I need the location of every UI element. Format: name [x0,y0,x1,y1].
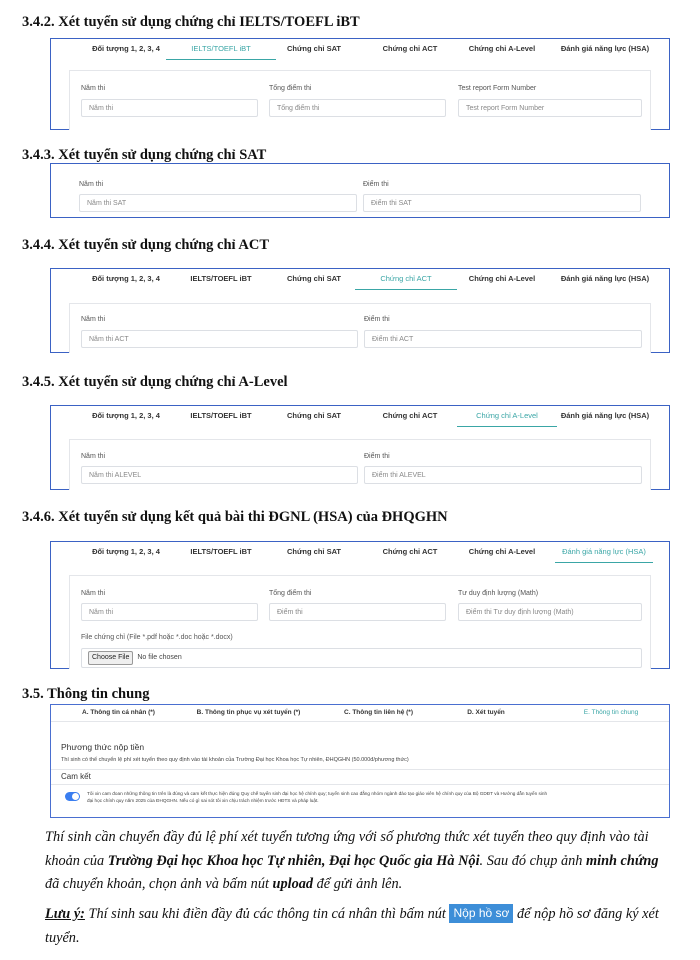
field-label: Năm thi [81,590,106,597]
note-paragraph [45,903,665,950]
sat-year-input[interactable]: Năm thi SAT [79,194,357,212]
step-admission[interactable]: D. Xét tuyển [467,709,505,716]
sat-score-input[interactable]: Điểm thi SAT [363,194,641,212]
field-label: Điểm thi [363,181,389,188]
form-box [69,303,651,353]
tab-hsa[interactable]: Đánh giá năng lực (HSA) [555,542,653,563]
step-admission-info[interactable]: B. Thông tin phục vụ xét tuyển (*) [196,709,301,716]
note-label: Lưu ý: [45,906,85,922]
tab-sat[interactable]: Chứng chỉ SAT [286,274,342,283]
section-heading-general-info: 3.5. Thông tin chung [22,686,150,702]
section-heading-hsa: 3.4.6. Xét tuyển sử dụng kết quả bài thi ĐGNL (HSA) của ĐHQGHN [22,509,448,525]
a-level-year-input[interactable]: Năm thi ALEVEL [81,466,358,484]
commitment-text [87,790,547,804]
field-label: Tổng điểm thi [269,85,312,92]
tab-a-level[interactable]: Chứng chỉ A-Level [468,547,536,556]
form-box [69,439,651,490]
commitment-line: Tôi xin cam đoan những thông tin trên là đúng và cam kết thực hiện đúng Quy chế tuyển sinh đại học hệ chính quy; tuyển sinh cao đẳng nhóm ngành đào tạo giáo viên hệ chính quy của Bộ GDĐT và Hướng dẫn tuyển sinh [87,791,548,796]
commitment-toggle[interactable] [65,792,80,801]
hsa-total-score-input[interactable]: Điểm thi [269,603,446,621]
total-score-input[interactable]: Tổng điểm thi [269,99,446,117]
tab-doi-tuong[interactable]: Đối tượng 1, 2, 3, 4 [92,274,160,283]
tab-ielts-toefl[interactable]: IELTS/TOEFL iBT [166,39,276,60]
tab-ielts-toefl[interactable]: IELTS/TOEFL iBT [190,274,252,283]
test-report-number-input[interactable]: Test report Form Number [458,99,642,117]
tab-hsa[interactable]: Đánh giá năng lực (HSA) [560,411,650,420]
commitment-title: Cam kết [61,772,91,781]
field-label: Năm thi [81,85,106,92]
file-upload-label: File chứng chỉ (File *.pdf hoặc *.doc hoặc *.docx) [81,634,233,641]
field-label: Tư duy định lượng (Math) [458,590,539,597]
emphasis-proof: minh chứng [585,852,659,869]
form-box [69,575,651,669]
hsa-math-score-input[interactable]: Điểm thi Tư duy định lượng (Math) [458,603,642,621]
step-general-info[interactable]: E. Thông tin chung [583,709,639,716]
tab-hsa[interactable]: Đánh giá năng lực (HSA) [560,274,650,283]
section-heading-a-level: 3.4.5. Xét tuyển sử dụng chứng chỉ A-Level [22,374,288,390]
field-label: Test report Form Number [458,85,537,92]
hsa-year-input[interactable]: Năm thi [81,603,258,621]
tab-ielts-toefl[interactable]: IELTS/TOEFL iBT [190,411,252,420]
field-label: Năm thi [81,453,106,460]
file-upload-field[interactable] [81,648,642,668]
text-run: để nộp hồ sơ đăng ký xét tuyển. [45,906,659,946]
tab-bar [51,39,669,61]
tab-bar [51,269,669,291]
field-label: Năm thi [81,316,106,323]
general-info-panel [50,704,670,818]
tab-doi-tuong[interactable]: Đối tượng 1, 2, 3, 4 [92,44,160,53]
act-form-panel [50,268,670,353]
text-run: . Sau đó chụp ảnh [479,852,586,869]
tab-sat[interactable]: Chứng chỉ SAT [286,44,342,53]
field-label: Năm thi [79,181,104,188]
submit-application-button[interactable]: Nộp hồ sơ [449,904,513,923]
choose-file-button[interactable]: Choose File [88,651,133,665]
field-label: Điểm thi [364,316,390,323]
tab-ielts-toefl[interactable]: IELTS/TOEFL iBT [190,547,252,556]
tab-a-level[interactable]: Chứng chỉ A-Level [468,274,536,283]
form-box [69,70,651,130]
tab-a-level[interactable]: Chứng chỉ A-Level [468,44,536,53]
step-personal-info[interactable]: A. Thông tin cá nhân (*) [82,709,155,716]
sat-form-panel [50,163,670,218]
fee-instruction-paragraph [45,826,665,897]
file-status: No file chosen [137,654,182,661]
section-heading-act: 3.4.4. Xét tuyển sử dụng chứng chỉ ACT [22,237,270,253]
step-contact-info[interactable]: C. Thông tin liên hệ (*) [344,709,413,716]
act-year-input[interactable]: Năm thi ACT [81,330,358,348]
divider [51,769,669,770]
tab-act[interactable]: Chứng chỉ ACT [382,411,438,420]
payment-method-text: Thí sinh có thể chuyển lệ phí xét tuyển theo quy định vào tài khoản của Trường Đại học Khoa học Tự nhiên, ĐHQGHN (50.000đ/phương thức) [61,757,409,763]
field-label: Điểm thi [364,453,390,460]
a-level-form-panel [50,405,670,490]
tab-act[interactable]: Chứng chỉ ACT [382,547,438,556]
field-label: Tổng điểm thi [269,590,312,597]
section-heading-ielts: 3.4.2. Xét tuyển sử dụng chứng chỉ IELTS/TOEFL iBT [22,14,360,30]
payment-method-title: Phương thức nộp tiền [61,742,145,752]
tab-bar [51,406,669,428]
text-run: Thí sinh cần chuyển đầy đủ lệ phí xét tuyển tương ứng với số phương thức xét tuyển theo quy định vào tài khoản của [45,829,649,869]
a-level-score-input[interactable]: Điểm thi ALEVEL [364,466,642,484]
university-name: Trường Đại học Khoa học Tự nhiên, Đại học Quốc gia Hà Nội [107,852,480,869]
ielts-form-panel [50,38,670,130]
act-score-input[interactable]: Điểm thi ACT [364,330,642,348]
emphasis-upload: upload [272,876,314,892]
tab-sat[interactable]: Chứng chỉ SAT [286,547,342,556]
section-heading-sat: 3.4.3. Xét tuyển sử dụng chứng chỉ SAT [22,147,267,163]
tab-sat[interactable]: Chứng chỉ SAT [286,411,342,420]
tab-bar [51,542,669,564]
tab-act[interactable]: Chứng chỉ ACT [382,44,438,53]
step-bar [51,705,669,722]
divider [51,784,669,785]
tab-hsa[interactable]: Đánh giá năng lực (HSA) [560,44,650,53]
tab-a-level[interactable]: Chứng chỉ A-Level [457,406,557,427]
tab-doi-tuong[interactable]: Đối tượng 1, 2, 3, 4 [92,411,160,420]
tab-doi-tuong[interactable]: Đối tượng 1, 2, 3, 4 [92,547,160,556]
text-run: để gửi ảnh lên. [313,876,403,892]
exam-year-input[interactable]: Năm thi [81,99,258,117]
commitment-line: đại học chính quy năm 2025 của ĐHQGHN. Nếu có gì sai sót tôi xin chịu trách nhiệm trước HĐTS và pháp luật. [87,798,319,803]
text-run: đã chuyển khoản, chọn ảnh và bấm nút [45,876,273,892]
hsa-form-panel [50,541,670,669]
tab-act[interactable]: Chứng chỉ ACT [355,269,457,290]
text-run: Thí sinh sau khi điền đầy đủ các thông tin cá nhân thì bấm nút [84,906,450,922]
